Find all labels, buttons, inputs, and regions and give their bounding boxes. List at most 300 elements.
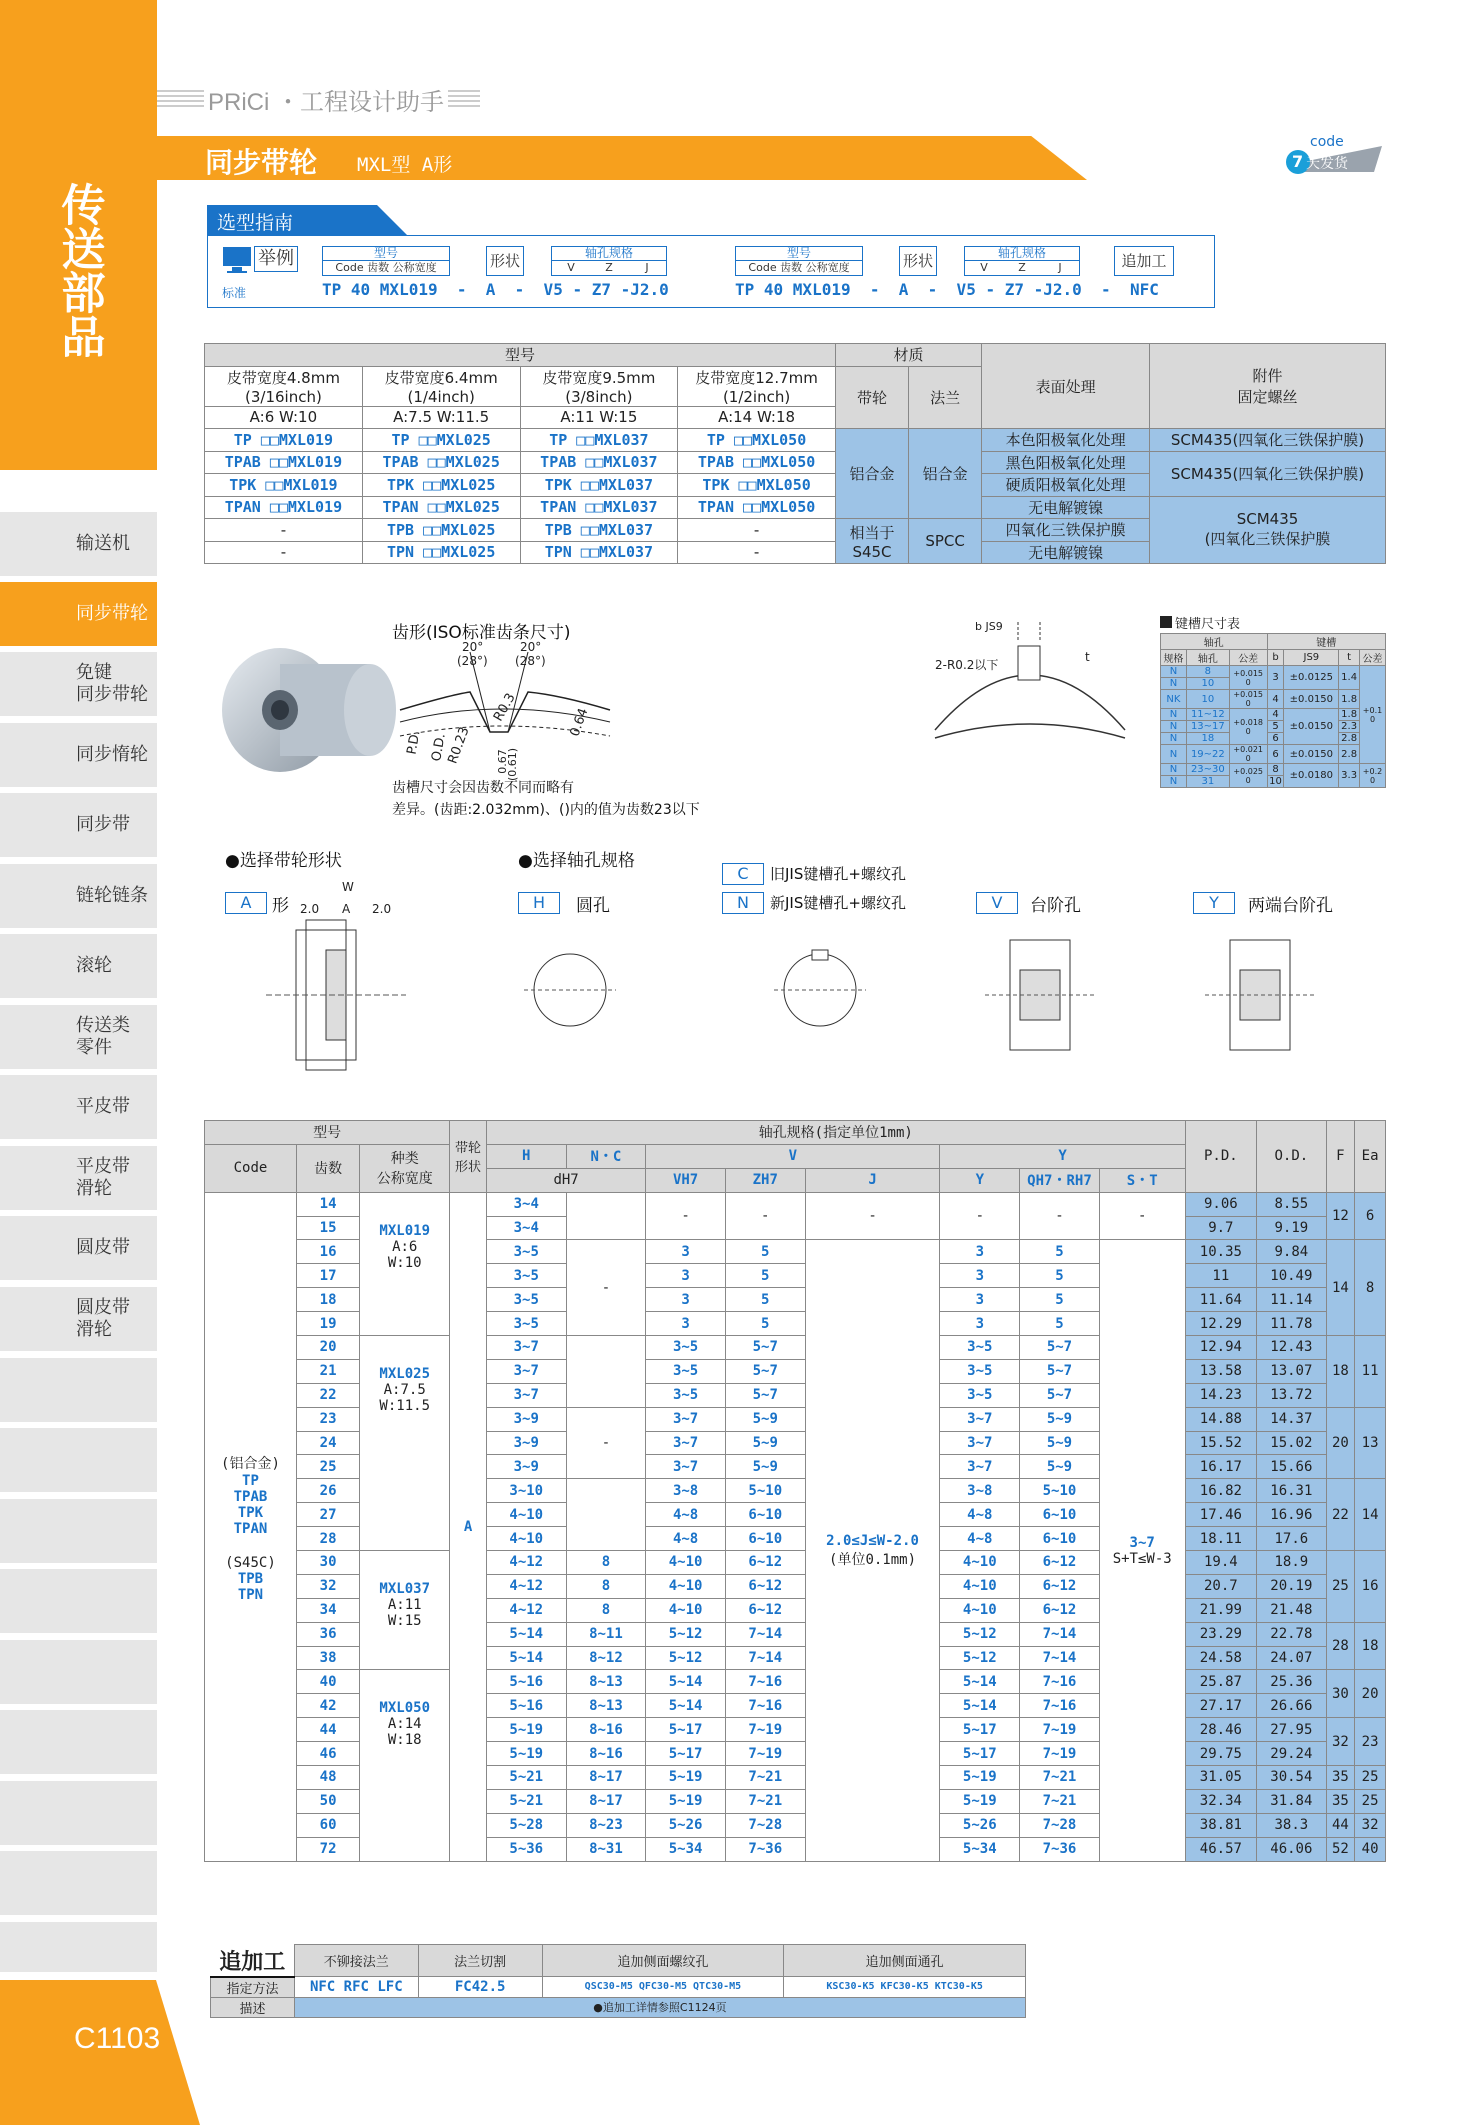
sidebar-item-round-belt[interactable]: 圆皮带 (0, 1216, 157, 1280)
table-cell: 3 (940, 1264, 1020, 1288)
table-cell: 7~14 (1020, 1646, 1100, 1670)
sidebar-item-flat-pulley[interactable]: 平皮带 滑轮 (0, 1146, 157, 1210)
table-cell: 11.78 (1257, 1312, 1326, 1336)
table-cell: 4~8 (646, 1527, 726, 1551)
spec-cell: TPB □□MXL037 (520, 519, 678, 542)
tooth-title: 齿形(ISO标准齿条尺寸) (392, 623, 571, 643)
aw-4: A:14 W:18 (678, 406, 836, 429)
mt-hdr-qr: QH7・RH7 (1020, 1168, 1100, 1192)
table-cell: 5~14 (940, 1694, 1020, 1718)
table-cell: 16 (1355, 1551, 1386, 1623)
table-cell: 36 (296, 1622, 359, 1646)
table-cell: 7~16 (1020, 1670, 1100, 1694)
mt-hdr-st: S・T (1099, 1168, 1185, 1192)
table-cell: 7~21 (1020, 1766, 1100, 1790)
spec-cell: TPAB □□MXL037 (520, 451, 678, 474)
table-cell: - (940, 1192, 1020, 1240)
extra-method: KSC30-K5 KFC30-K5 KTC30-K5 (784, 1977, 1026, 1998)
table-cell: 5~14 (646, 1694, 726, 1718)
bore-N-diagram (770, 940, 870, 1040)
table-cell: 5 (725, 1264, 805, 1288)
mt-hdr-y: Y (940, 1144, 1185, 1168)
page-subtitle: MXL型 A形 (357, 154, 453, 176)
category-title: 传送部品 (53, 182, 105, 358)
sidebar-item-sprocket[interactable]: 链轮链条 (0, 864, 157, 928)
mat-s45c: 相当于 S45C (835, 519, 908, 564)
extra-box: 追加工 (1114, 246, 1174, 276)
brand-name: PRiCi ・工程设计助手 (204, 82, 448, 117)
table-cell: 13.72 (1257, 1383, 1326, 1407)
table-cell: 4~12 (486, 1574, 566, 1598)
table-cell: 5~9 (725, 1455, 805, 1479)
table-cell: 9.84 (1257, 1240, 1326, 1264)
sidebar-item-blank-9 (0, 1922, 157, 1972)
width-2: 皮带宽度6.4mm (1/4inch) (362, 366, 520, 406)
table-cell: 5 (1020, 1240, 1100, 1264)
sidebar-item-timing-pulley[interactable]: 同步带轮 (0, 582, 157, 646)
table-cell: 12.43 (1257, 1336, 1326, 1360)
table-cell: 17 (296, 1264, 359, 1288)
table-cell: 3~5 (940, 1336, 1020, 1360)
table-cell: 12.29 (1185, 1312, 1257, 1336)
table-cell: 32 (296, 1574, 359, 1598)
table-cell: 8 (566, 1574, 646, 1598)
table-cell: 30 (296, 1551, 359, 1575)
mt-hdr-od: O.D. (1257, 1121, 1326, 1193)
table-cell: 7~36 (1020, 1837, 1100, 1861)
table-cell: 3~7 (940, 1431, 1020, 1455)
table-cell: 11.64 (1185, 1288, 1257, 1312)
example-1: TP 40 MXL019 - A - V5 - Z7 -J2.0 (322, 280, 669, 299)
dim-label: (0.61) (506, 747, 520, 782)
mt-hdr-v: V (646, 1144, 940, 1168)
mt-hdr-zh7: ZH7 (725, 1168, 805, 1192)
table-cell: 5~34 (646, 1837, 726, 1861)
mt-hdr-yc: Y (940, 1168, 1020, 1192)
main-table-body (205, 1192, 1386, 1861)
mt-hdr-pd: P.D. (1185, 1121, 1257, 1193)
mat-al-pulley: 铝合金 (835, 429, 908, 519)
bore-code-H[interactable]: H (518, 892, 560, 914)
spec-cell: TPAB □□MXL050 (678, 451, 836, 474)
table-cell: 17.46 (1185, 1503, 1257, 1527)
table-cell: 3~4 (486, 1192, 566, 1216)
bore-code-N[interactable]: N (722, 892, 764, 914)
table-cell: 5~19 (486, 1742, 566, 1766)
table-cell: 5~14 (486, 1622, 566, 1646)
table-cell: 8~31 (566, 1837, 646, 1861)
dim-2a: 2.0 (300, 902, 320, 916)
table-cell: 18 (296, 1288, 359, 1312)
extra-method: QSC30-M5 QFC30-M5 QTC30-M5 (542, 1977, 784, 1998)
table-cell: 8~12 (566, 1646, 646, 1670)
table-cell: 5~9 (1020, 1455, 1100, 1479)
table-cell: 7~19 (725, 1718, 805, 1742)
dim-label: R0.23 (445, 725, 473, 766)
table-cell (566, 1192, 646, 1240)
table-cell: 9.19 (1257, 1216, 1326, 1240)
table-cell: 13 (1355, 1407, 1386, 1479)
table-cell: 5~10 (725, 1479, 805, 1503)
angle-label: 20° (520, 640, 542, 654)
spec-hdr-material: 材质 (835, 344, 981, 367)
table-cell: 15 (296, 1216, 359, 1240)
table-cell: 8~16 (566, 1718, 646, 1742)
spec-cell: TP □□MXL019 (205, 429, 363, 452)
table-cell: 20 (1355, 1670, 1386, 1718)
spec-cell: TPAB □□MXL019 (205, 451, 363, 474)
table-cell: 3~7 (486, 1336, 566, 1360)
keyway-diagram (930, 610, 1130, 750)
standard-label: 标准 (222, 286, 247, 300)
key-table-title: 键槽尺寸表 (1160, 613, 1240, 632)
table-cell: 5 (725, 1288, 805, 1312)
delivery-badge (1282, 136, 1392, 176)
table-cell: 25 (1326, 1551, 1355, 1623)
table-cell: 28 (296, 1527, 359, 1551)
table-cell: 15.52 (1185, 1431, 1257, 1455)
mt-hdr-shape: 带轮形状 (450, 1121, 487, 1193)
angle-label: (28°) (457, 654, 488, 668)
sidebar-item-blank-8 (0, 1851, 157, 1915)
table-cell: 6~10 (1020, 1527, 1100, 1551)
table-cell: 5~21 (486, 1766, 566, 1790)
table-cell: 3 (646, 1264, 726, 1288)
table-cell: 14 (1355, 1479, 1386, 1551)
table-cell: 5~19 (646, 1789, 726, 1813)
table-cell: 8~23 (566, 1813, 646, 1837)
table-cell: 8~13 (566, 1694, 646, 1718)
acc-cell-2: SCM435(四氧化三铁保护膜) (1150, 451, 1386, 496)
sidebar-item-round-pulley[interactable]: 圆皮带 滑轮 (0, 1287, 157, 1351)
table-cell: A (450, 1192, 487, 1861)
table-cell: 16.17 (1185, 1455, 1257, 1479)
width-1: 皮带宽度4.8mm (3/16inch) (205, 366, 363, 406)
spec-cell: - (205, 541, 363, 564)
table-cell: 3~5 (646, 1383, 726, 1407)
table-cell: 19.4 (1185, 1551, 1257, 1575)
sidebar-item-blank-4 (0, 1569, 157, 1633)
table-cell: 7~14 (725, 1646, 805, 1670)
table-cell: 4~10 (486, 1503, 566, 1527)
sidebar-item-transfer-parts[interactable]: 传送类 零件 (0, 1005, 157, 1069)
sidebar-item-idler[interactable]: 同步惰轮 (0, 723, 157, 787)
table-cell (566, 1479, 646, 1551)
table-cell: 5~21 (486, 1789, 566, 1813)
extra-col: 不铆接法兰 (294, 1945, 418, 1977)
table-cell: 9.06 (1185, 1192, 1257, 1216)
table-cell: 3 (940, 1240, 1020, 1264)
table-cell: 3~5 (486, 1240, 566, 1264)
table-cell: 6~12 (725, 1551, 805, 1575)
main-table (204, 1120, 1386, 1862)
table-cell: 16.96 (1257, 1503, 1326, 1527)
table-cell: 4~10 (646, 1598, 726, 1622)
table-cell: 4~8 (940, 1527, 1020, 1551)
table-cell: 3 (646, 1288, 726, 1312)
table-cell: 8~16 (566, 1742, 646, 1766)
table-cell: 6~10 (725, 1527, 805, 1551)
spec-cell: TPK □□MXL025 (362, 474, 520, 497)
table-cell: 5~17 (940, 1718, 1020, 1742)
table-cell: 5~16 (486, 1694, 566, 1718)
table-cell: 5~19 (646, 1766, 726, 1790)
bore-box-2: 轴孔规格 V Z J (964, 246, 1080, 276)
keyway-r: 2-R0.2以下 (935, 658, 999, 672)
table-cell: 23.29 (1185, 1622, 1257, 1646)
table-cell: 3 (646, 1240, 726, 1264)
table-cell: 29.75 (1185, 1742, 1257, 1766)
mt-hdr-f: F (1326, 1121, 1355, 1193)
spec-hdr-accessory: 附件 固定螺丝 (1150, 344, 1386, 429)
table-cell: 46.57 (1185, 1837, 1257, 1861)
table-cell: 3~4 (486, 1216, 566, 1240)
bore-H-diagram (520, 940, 620, 1040)
table-cell: 38.81 (1185, 1813, 1257, 1837)
table-cell: 5~7 (725, 1383, 805, 1407)
angle-label: (28°) (515, 654, 546, 668)
dim-label: P.D. (404, 729, 424, 756)
table-cell: 11 (1355, 1336, 1386, 1408)
tooth-note: 齿槽尺寸会因齿数不同而略有 差异。(齿距:2.032mm)、()内的值为齿数23以下 (392, 780, 700, 818)
table-cell: 3~9 (486, 1407, 566, 1431)
sidebar-item-conveyor[interactable]: 输送机 (0, 512, 157, 576)
table-cell: 4~10 (940, 1551, 1020, 1575)
table-cell: 3~7 (486, 1383, 566, 1407)
table-cell: 11 (1185, 1264, 1257, 1288)
table-cell: 21 (296, 1359, 359, 1383)
table-cell: 4~10 (940, 1598, 1020, 1622)
extra-method: FC42.5 (418, 1977, 542, 1998)
table-cell: 4~10 (486, 1527, 566, 1551)
table-cell: 4~8 (940, 1503, 1020, 1527)
extra-col: 法兰切割 (418, 1945, 542, 1977)
table-cell: 48 (296, 1766, 359, 1790)
table-cell: 5~14 (940, 1670, 1020, 1694)
table-cell: 7~19 (1020, 1718, 1100, 1742)
spec-cell: TP □□MXL050 (678, 429, 836, 452)
example-label: 举例 (254, 246, 298, 272)
table-cell: 7~14 (725, 1622, 805, 1646)
mt-hdr-teeth: 齿数 (296, 1144, 359, 1192)
extra-col: 追加侧面通孔 (784, 1945, 1026, 1977)
table-cell: 32.34 (1185, 1789, 1257, 1813)
table-cell: 22 (296, 1383, 359, 1407)
bore-Y-diagram (1200, 930, 1320, 1060)
spec-cell: TPAN □□MXL037 (520, 496, 678, 519)
table-cell: 10.49 (1257, 1264, 1326, 1288)
sidebar-item-flat-belt[interactable]: 平皮带 (0, 1075, 157, 1139)
table-cell: (铝合金) TP TPAB TPK TPAN (S45C) TPB TPN (205, 1192, 297, 1861)
model-box-1: 型号 Code 齿数 公称宽度 (322, 246, 450, 276)
table-cell: 40 (1355, 1837, 1386, 1861)
table-cell: 5 (1020, 1288, 1100, 1312)
table-cell: 5~14 (646, 1670, 726, 1694)
bore-code-C[interactable]: C (722, 863, 764, 885)
table-cell: 7~19 (1020, 1742, 1100, 1766)
table-cell: 5~10 (1020, 1479, 1100, 1503)
table-cell: 25 (1355, 1766, 1386, 1790)
mt-hdr-kind: 种类 公称宽度 (360, 1144, 450, 1192)
table-cell: 15.66 (1257, 1455, 1326, 1479)
table-cell: 5~34 (940, 1837, 1020, 1861)
table-cell: 13.07 (1257, 1359, 1326, 1383)
bore-code-Y[interactable]: Y (1193, 892, 1235, 914)
table-cell: 5~16 (486, 1670, 566, 1694)
table-cell: 5~7 (1020, 1359, 1100, 1383)
spec-cell: TPAB □□MXL025 (362, 451, 520, 474)
table-cell (566, 1336, 646, 1408)
table-cell: 7~16 (725, 1694, 805, 1718)
table-cell: 3~7 (940, 1455, 1020, 1479)
guide-box (207, 235, 1215, 308)
spec-hdr-surface: 表面处理 (982, 344, 1150, 429)
table-cell: 3~7 (646, 1407, 726, 1431)
table-cell: 6 (1355, 1192, 1386, 1240)
table-cell: 3~5 (486, 1288, 566, 1312)
surface-cell: 无电解镀镍 (982, 496, 1150, 519)
table-cell: 15.02 (1257, 1431, 1326, 1455)
table-cell: 3~5 (940, 1383, 1020, 1407)
table-cell: 25.36 (1257, 1670, 1326, 1694)
table-cell: 5~9 (1020, 1407, 1100, 1431)
table-cell: 25.87 (1185, 1670, 1257, 1694)
table-cell: 26.66 (1257, 1694, 1326, 1718)
table-cell: 25 (296, 1455, 359, 1479)
badge-text: 天发货 (1306, 156, 1348, 172)
table-cell: 12 (1326, 1192, 1355, 1240)
table-cell: 20.7 (1185, 1574, 1257, 1598)
table-cell: 8 (1355, 1240, 1386, 1336)
table-cell: 24.58 (1185, 1646, 1257, 1670)
table-cell: 8~13 (566, 1670, 646, 1694)
table-cell: 5~7 (1020, 1336, 1100, 1360)
dim-label: 0.64 (567, 706, 592, 739)
extra-table (210, 1944, 1026, 2018)
key-table: 轴孔 键槽 规格 轴孔 公差 b JS9 t 公差 N 8 +0.015 0 3 ±0.0125 1.4 +0.1 0 N 10 NK 10 +0.015 0 4 ±0.0150 1.8 N 11~12 +0.018 0 4 ±0.0150 1.8 N 13~17 5 2.3 N 18 6 2.8 N 19~22 +0.021 0 6 ±0.0150 2.8 N 23~30 +0.025 0 8 ±0.0180 3.3 +0.2 0 N 31 10 (1160, 633, 1386, 788)
table-cell: 5~9 (1020, 1431, 1100, 1455)
shape-a-diagram (236, 890, 436, 1090)
table-cell: 7~28 (725, 1813, 805, 1837)
table-cell: 21.99 (1185, 1598, 1257, 1622)
sidebar-item-keyless-pulley[interactable]: 免键 同步带轮 (0, 652, 157, 716)
bore-code-V[interactable]: V (976, 892, 1018, 914)
table-cell: 40 (296, 1670, 359, 1694)
table-cell: 28 (1326, 1622, 1355, 1670)
table-cell: - (1020, 1192, 1100, 1240)
table-cell: 10.35 (1185, 1240, 1257, 1264)
dim-label: R0.3 (490, 690, 519, 725)
table-cell: 18 (1355, 1622, 1386, 1670)
bore-title: ●选择轴孔规格 (518, 851, 635, 871)
table-cell: 7~21 (1020, 1789, 1100, 1813)
extra-desc: ●追加工详情参照C1124页 (294, 1997, 1025, 2017)
table-cell: 22.78 (1257, 1622, 1326, 1646)
bore-name-C: 旧JIS键槽孔+螺纹孔 (770, 865, 906, 883)
table-cell: MXL025 A:7.5 W:11.5 (360, 1336, 450, 1551)
table-cell: 6~12 (1020, 1598, 1100, 1622)
table-cell: 8~17 (566, 1766, 646, 1790)
table-cell: 52 (1326, 1837, 1355, 1861)
mt-hdr-ea: Ea (1355, 1121, 1386, 1193)
table-cell: 5~12 (646, 1622, 726, 1646)
table-cell: 16.31 (1257, 1479, 1326, 1503)
table-cell: 35 (1326, 1789, 1355, 1813)
table-cell: 38 (296, 1646, 359, 1670)
table-cell: 7~36 (725, 1837, 805, 1861)
dim-A: A (342, 902, 351, 916)
aw-2: A:7.5 W:11.5 (362, 406, 520, 429)
sidebar-item-timing-belt[interactable]: 同步带 (0, 793, 157, 857)
table-cell: 6~12 (1020, 1551, 1100, 1575)
table-cell: 18.11 (1185, 1527, 1257, 1551)
shape-box-1: 形状 (486, 246, 524, 276)
mat-spcc: SPCC (909, 519, 982, 564)
table-cell: 13.58 (1185, 1359, 1257, 1383)
table-row (205, 1336, 1386, 1360)
table-cell: 5~14 (486, 1646, 566, 1670)
model-box-2: 型号 Code 齿数 公称宽度 (735, 246, 863, 276)
table-cell: 14.88 (1185, 1407, 1257, 1431)
spec-cell: - (205, 519, 363, 542)
table-cell: 6~12 (1020, 1574, 1100, 1598)
bore-name-H: 圆孔 (576, 896, 610, 916)
table-cell: 4~10 (646, 1574, 726, 1598)
mt-hdr-dh7: dH7 (486, 1168, 645, 1192)
table-cell: 3~5 (940, 1359, 1020, 1383)
table-cell: 5~12 (940, 1622, 1020, 1646)
shape-code-box[interactable]: A (225, 892, 267, 914)
table-cell: 46 (296, 1742, 359, 1766)
spec-cell: TPK □□MXL050 (678, 474, 836, 497)
mt-hdr-j: J (805, 1168, 940, 1192)
table-cell: 30.54 (1257, 1766, 1326, 1790)
dim-label: O.D. (429, 732, 449, 763)
spec-cell: - (678, 519, 836, 542)
table-cell: 7~16 (1020, 1694, 1100, 1718)
bore-name-Y: 两端台阶孔 (1248, 896, 1333, 916)
badge-days: 7 (1292, 152, 1304, 171)
table-cell: MXL037 A:11 W:15 (360, 1551, 450, 1670)
guide-tab-label: 选型指南 (217, 212, 294, 234)
table-cell: 17.6 (1257, 1527, 1326, 1551)
table-cell: 31.84 (1257, 1789, 1326, 1813)
table-cell: 4~10 (940, 1574, 1020, 1598)
table-cell: - (725, 1192, 805, 1240)
table-cell: 34 (296, 1598, 359, 1622)
bore-V-diagram (980, 930, 1100, 1060)
table-cell: 44 (1326, 1813, 1355, 1837)
table-cell: 5~9 (725, 1407, 805, 1431)
sidebar (0, 0, 161, 2125)
table-cell: - (805, 1192, 940, 1240)
spec-cell: TPN □□MXL037 (520, 541, 678, 564)
extra-col: 追加侧面螺纹孔 (542, 1945, 784, 1977)
table-cell: 23 (1355, 1718, 1386, 1766)
table-cell: 5~36 (486, 1837, 566, 1861)
spec-hdr-flange: 法兰 (909, 366, 982, 429)
table-cell: 3~7 (646, 1455, 726, 1479)
keyway-t: t (1085, 650, 1090, 664)
sidebar-item-blank-5 (0, 1640, 157, 1704)
table-cell: 3 (940, 1288, 1020, 1312)
table-cell: 5~7 (725, 1359, 805, 1383)
table-cell: 3~5 (646, 1359, 726, 1383)
sidebar-item-roller[interactable]: 滚轮 (0, 934, 157, 998)
table-cell: 9.7 (1185, 1216, 1257, 1240)
table-cell: 6~12 (725, 1598, 805, 1622)
dim-label: 0.67 (495, 749, 509, 774)
